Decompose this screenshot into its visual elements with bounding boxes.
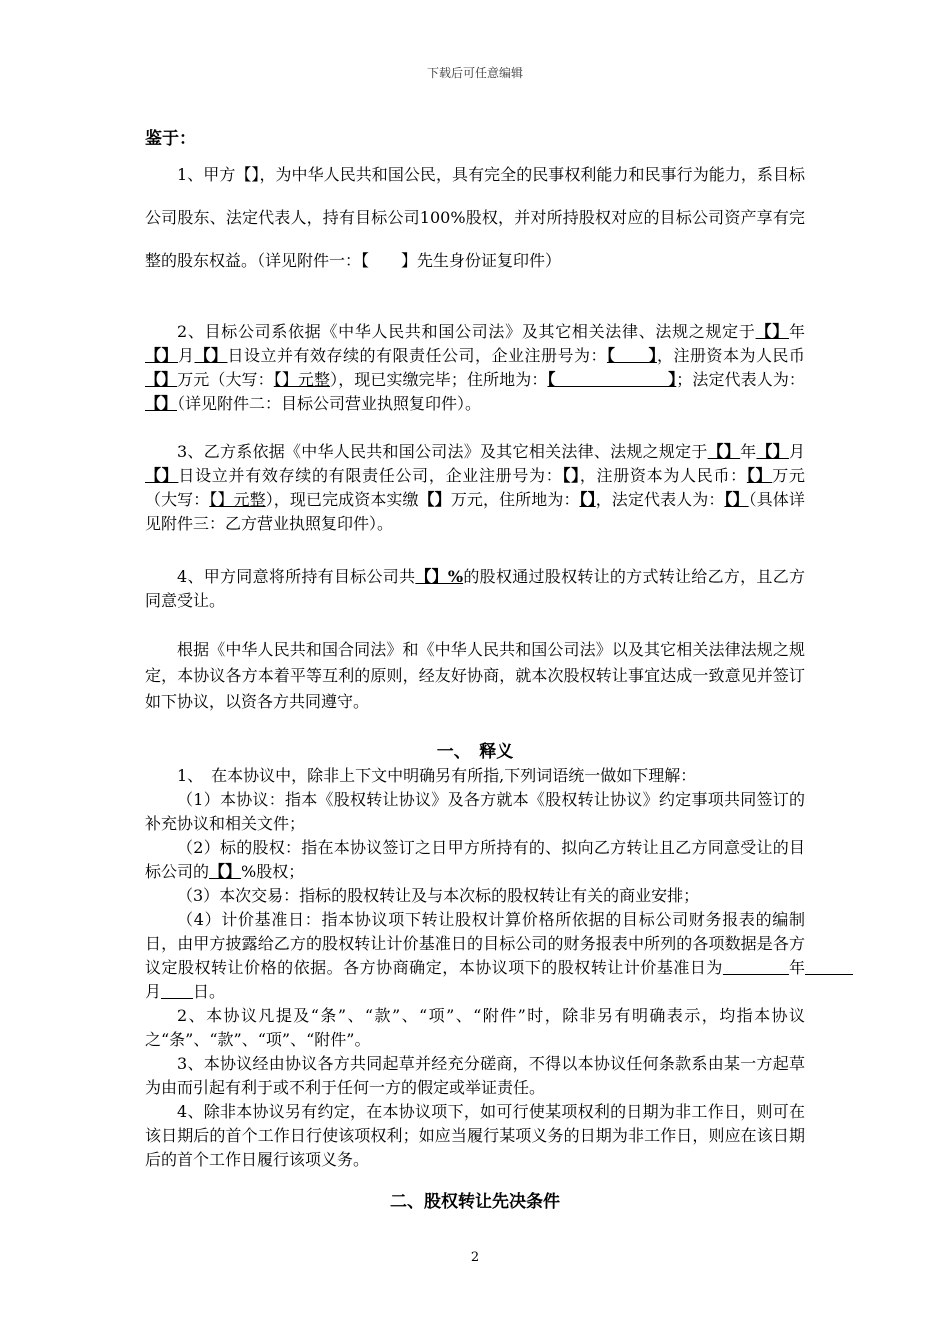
recital-1 <box>145 153 805 282</box>
recital-2-text: 2、目标公司系依据《中华人民共和国公司法》及其它相关法律、法规之规定于【】年【】月【】日设立并有效存续的有限责任公司，企业注册号为：【 】，注册资本为人民币【】万元（大写：【】元整），现已实缴完毕；住所地为：【 】；法定代表人为：【】（详见附件二：目标公司营业执照复印件）。 <box>145 322 805 413</box>
section-1-clause-4: 4、除非本协议另有约定，在本协议项下，如可行使某项权利的日期为非工作日，则可在该日期后的首个工作日行使该项权利；如应当履行某项义务的日期为非工作日，则应在该日期后的首个工作日履行该项义务。 <box>145 1102 805 1169</box>
page-number: 2 <box>470 1250 480 1265</box>
recital-1-text: 1、甲方【】，为中华人民共和国公民，具有完全的民事权利能力和民事行为能力，系目标公司股东、法定代表人，持有目标公司100%股权，并对所持股权对应的目标公司资产享有完整的股东权益。（详见附件一：【 】先生身份证复印件） <box>145 165 805 270</box>
definition-1: （1）本协议：指本《股权转让协议》及各方就本《股权转让协议》约定事项共同签订的补充协议和相关文件； <box>145 790 805 833</box>
section-1-clause-1: 1、 在本协议中，除非上下文中明确另有所指,下列词语统一做如下理解： <box>177 766 697 785</box>
recital-3 <box>145 440 805 536</box>
recital-3-text: 3、乙方系依据《中华人民共和国公司法》及其它相关法律、法规之规定于【】年【】月【】日设立并有效存续的有限责任公司，企业注册号为：【】，注册资本为人民币：【】万元（大写：【】元整），现已完成资本实缴【】万元，住所地为：【】，法定代表人为：【】（具体详见附件三：乙方营业执照复印件）。 <box>145 442 805 533</box>
preamble-text: 根据《中华人民共和国合同法》和《中华人民共和国公司法》以及其它相关法律法规之规定，本协议各方本着平等互利的原则，经友好协商，就本次股权转让事宜达成一致意见并签订如下协议，以资各方共同遵守。 <box>145 640 805 711</box>
definition-2: （2）标的股权：指在本协议签订之日甲方所持有的、拟向乙方转让且乙方同意受让的目标公司的【】%股权； <box>145 838 805 881</box>
section-1-body <box>145 764 805 1172</box>
recital-4-text: 4、甲方同意将所持有目标公司共【】%的股权通过股权转让的方式转让给乙方，且乙方同意受让。 <box>145 567 805 610</box>
recital-2 <box>145 320 805 416</box>
section-1-title: 一、 释义 <box>436 742 514 762</box>
recital-heading: 鉴于： <box>145 129 196 149</box>
definition-3: （3）本次交易：指标的股权转让及与本次标的股权转让有关的商业安排； <box>177 886 700 905</box>
recital-4 <box>145 565 805 613</box>
definition-4: （4）计价基准日：指本协议项下转让股权计算价格所依据的目标公司财务报表的编制日，由甲方披露给乙方的股权转让计价基准日的目标公司的财务报表中所列的各项数据是各方议定股权转让价格的依据。各方协商确定，本协议项下的股权转让计价基准日为 年 月 日。 <box>145 910 805 1001</box>
section-2-title: 二、股权转让先决条件 <box>390 1192 560 1212</box>
section-1-clause-2: 2、本协议凡提及“条”、“款”、“项”、“附件”时，除非另有明确表示，均指本协议之“条”、“款”、“项”、“附件”。 <box>145 1006 805 1049</box>
page-header: 下载后可任意编辑 <box>426 66 523 80</box>
preamble <box>145 637 805 715</box>
section-1-clause-3: 3、本协议经由协议各方共同起草并经充分磋商，不得以本协议任何条款系由某一方起草为由而引起有利于或不利于任何一方的假定或举证责任。 <box>145 1054 805 1097</box>
